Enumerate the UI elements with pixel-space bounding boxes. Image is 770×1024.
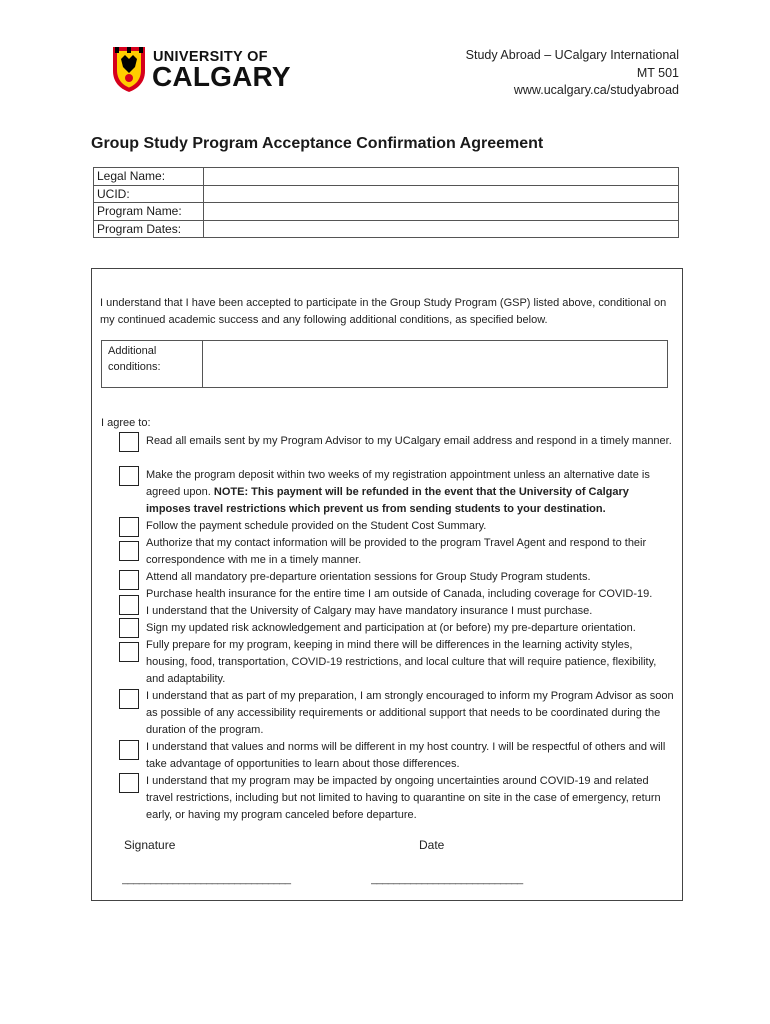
- item-text: Authorize that my contact information will be provided to the program Travel Agent and respond to their correspondence with me in a timely manner.: [146, 537, 647, 566]
- checkbox-payment-schedule[interactable]: [119, 517, 139, 537]
- header-website: www.ucalgary.ca/studyabroad: [513, 83, 679, 97]
- additional-conditions-table: [101, 340, 668, 388]
- program-dates-label: Program Dates:: [94, 220, 204, 238]
- item-text: Purchase health insurance for the entire time I am outside of Canada, including coverage for COVID-19.: [146, 588, 653, 600]
- additional-conditions-label: Additional conditions:: [108, 345, 161, 373]
- checkbox-orientation[interactable]: [119, 570, 139, 590]
- item-note: NOTE: This payment will be refunded in the event that the University of Calgary imposes travel restrictions which prevent us from sending students to your destination.: [146, 486, 629, 515]
- program-dates-field[interactable]: [204, 220, 679, 238]
- ucid-label: UCID:: [94, 185, 204, 203]
- page-title: Group Study Program Acceptance Confirmation Agreement: [91, 135, 544, 152]
- item-text: I understand that as part of my preparation, I am strongly encouraged to inform my Program Advisor as soon as possible of any accessibility requirements or additional support that needs to be coordinated during the duration of the program.: [146, 690, 674, 736]
- list-item: [146, 535, 676, 569]
- list-item: [146, 467, 676, 518]
- crest-icon: [111, 45, 147, 93]
- additional-conditions-field[interactable]: [203, 341, 667, 387]
- list-item: [146, 620, 676, 637]
- date-line[interactable]: ___________________________: [371, 873, 523, 885]
- checkbox-read-emails[interactable]: [119, 432, 139, 452]
- date-label: Date: [419, 838, 445, 852]
- checkbox-program-deposit[interactable]: [119, 466, 139, 486]
- checkbox-contact-info[interactable]: [119, 541, 139, 561]
- checkbox-prepare[interactable]: [119, 689, 139, 709]
- legal-name-field[interactable]: [204, 168, 679, 186]
- university-logo: [111, 45, 291, 97]
- list-item: [146, 637, 676, 688]
- checkbox-mandatory-insurance[interactable]: [119, 618, 139, 638]
- item-text: I understand that the University of Calgary may have mandatory insurance I must purchase.: [146, 605, 593, 617]
- table-row: [94, 185, 679, 203]
- item-text: Follow the payment schedule provided on the Student Cost Summary.: [146, 520, 487, 532]
- item-text: Fully prepare for my program, keeping in mind there will be differences in the learning activity styles, housing, food, transportation, COVID-19 restrictions, and local culture that will require patience, flexibility, and adaptability.: [146, 639, 657, 685]
- signature-line[interactable]: ______________________________: [122, 873, 291, 885]
- list-item: [146, 773, 676, 824]
- item-text: I understand that my program may be impacted by ongoing uncertainties around COVID-19 and related travel restrictions, including but not limited to having to quarantine on site in the case of emergency, return early, or having my program canceled before departure.: [146, 775, 661, 821]
- header-info: [466, 47, 679, 100]
- ucid-field[interactable]: [204, 185, 679, 203]
- logo-line2: CALGARY: [152, 61, 291, 92]
- logo-line1: UNIVERSITY OF: [153, 49, 268, 65]
- checkbox-covid-impact[interactable]: [119, 773, 139, 793]
- program-name-label: Program Name:: [94, 203, 204, 221]
- header-room: MT 501: [636, 65, 679, 80]
- item-text: Sign my updated risk acknowledgement and participation at (or before) my pre-departure orientation.: [146, 622, 636, 634]
- list-item: [146, 688, 676, 739]
- agree-heading: I agree to:: [101, 417, 151, 429]
- list-item: [146, 433, 676, 450]
- list-item: [146, 586, 676, 603]
- item-text: Make the program deposit within two weeks of my registration appointment unless an alternative date is agreed upon.: [146, 469, 650, 498]
- checkbox-health-insurance[interactable]: [119, 595, 139, 615]
- table-row: [94, 220, 679, 238]
- program-name-field[interactable]: [204, 203, 679, 221]
- checkbox-risk-acknowledgement[interactable]: [119, 642, 139, 662]
- table-row: [94, 168, 679, 186]
- student-info-table: [93, 167, 679, 238]
- checkbox-values-norms[interactable]: [119, 740, 139, 760]
- list-item: [146, 739, 676, 773]
- intro-text: I understand that I have been accepted to participate in the Group Study Program (GSP) listed above, conditional on my continued academic success and any following additional conditions, as specified below.: [100, 297, 667, 326]
- item-text: Read all emails sent by my Program Advisor to my UCalgary email address and respond in a timely manner.: [146, 435, 672, 447]
- item-text: I understand that values and norms will be different in my host country. I will be respectful of others and will take advantage of opportunities to learn about those differences.: [146, 741, 666, 770]
- legal-name-label: Legal Name:: [94, 168, 204, 186]
- header-office: Study Abroad – UCalgary International: [465, 48, 679, 62]
- table-row: [94, 203, 679, 221]
- list-item: [146, 603, 676, 620]
- list-item: [146, 518, 676, 535]
- item-text: Attend all mandatory pre-departure orientation sessions for Group Study Program students.: [146, 571, 591, 583]
- signature-label: Signature: [124, 838, 176, 852]
- list-item: [146, 569, 676, 586]
